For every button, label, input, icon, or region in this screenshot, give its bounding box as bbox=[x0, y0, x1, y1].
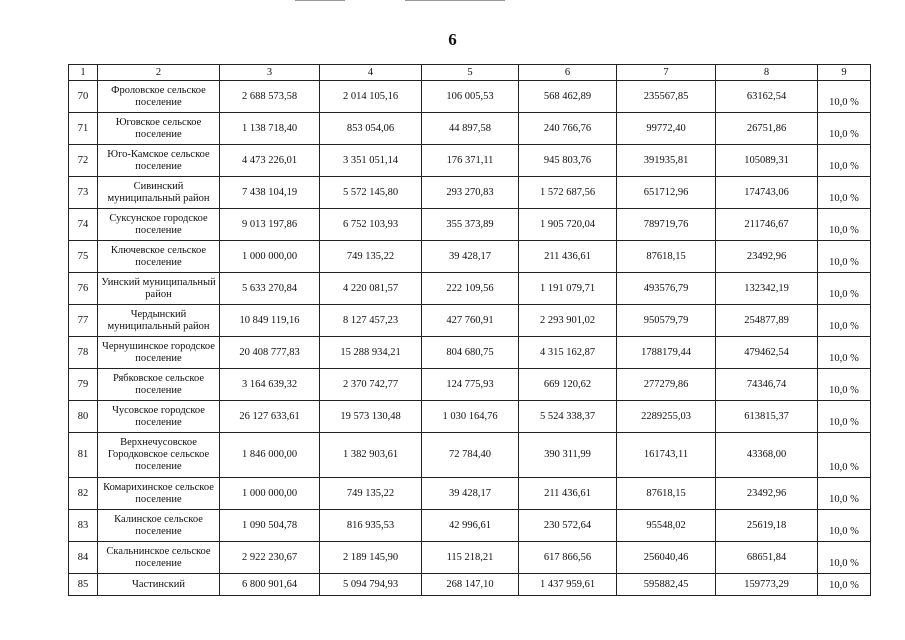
percent-col-9: 10,0 % bbox=[818, 478, 871, 510]
value-col-4: 4 220 081,57 bbox=[320, 273, 422, 305]
value-col-7: 789719,76 bbox=[617, 209, 716, 241]
value-col-3: 1 846 000,00 bbox=[220, 433, 320, 478]
table-row bbox=[69, 305, 871, 337]
municipality-name: Верхнечусовское Городковское сельское поселение bbox=[98, 433, 220, 478]
row-number: 76 bbox=[69, 273, 98, 305]
value-col-4: 1 382 903,61 bbox=[320, 433, 422, 478]
value-col-8: 26751,86 bbox=[716, 113, 818, 145]
value-col-4: 3 351 051,14 bbox=[320, 145, 422, 177]
value-col-5: 268 147,10 bbox=[422, 574, 519, 596]
row-number: 72 bbox=[69, 145, 98, 177]
value-col-3: 4 473 226,01 bbox=[220, 145, 320, 177]
value-col-4: 749 135,22 bbox=[320, 478, 422, 510]
value-col-8: 174743,06 bbox=[716, 177, 818, 209]
value-col-4: 5 094 794,93 bbox=[320, 574, 422, 596]
value-col-7: 2289255,03 bbox=[617, 401, 716, 433]
value-col-6: 1 905 720,04 bbox=[519, 209, 617, 241]
municipality-name: Уинский муниципальный район bbox=[98, 273, 220, 305]
table-row bbox=[69, 145, 871, 177]
percent-col-9: 10,0 % bbox=[818, 401, 871, 433]
percent-col-9: 10,0 % bbox=[818, 337, 871, 369]
value-col-5: 115 218,21 bbox=[422, 542, 519, 574]
value-col-3: 7 438 104,19 bbox=[220, 177, 320, 209]
value-col-7: 391935,81 bbox=[617, 145, 716, 177]
value-col-4: 2 370 742,77 bbox=[320, 369, 422, 401]
value-col-3: 10 849 119,16 bbox=[220, 305, 320, 337]
row-number: 82 bbox=[69, 478, 98, 510]
row-number: 73 bbox=[69, 177, 98, 209]
value-col-5: 293 270,83 bbox=[422, 177, 519, 209]
value-col-8: 105089,31 bbox=[716, 145, 818, 177]
value-col-5: 39 428,17 bbox=[422, 478, 519, 510]
percent-col-9: 10,0 % bbox=[818, 305, 871, 337]
value-col-5: 176 371,11 bbox=[422, 145, 519, 177]
percent-col-9: 10,0 % bbox=[818, 241, 871, 273]
row-number: 75 bbox=[69, 241, 98, 273]
table-row bbox=[69, 209, 871, 241]
value-col-3: 1 000 000,00 bbox=[220, 241, 320, 273]
value-col-5: 39 428,17 bbox=[422, 241, 519, 273]
value-col-5: 106 005,53 bbox=[422, 81, 519, 113]
municipality-name: Рябковское сельское поселение bbox=[98, 369, 220, 401]
value-col-4: 5 572 145,80 bbox=[320, 177, 422, 209]
row-number: 70 bbox=[69, 81, 98, 113]
column-header: 8 bbox=[716, 65, 818, 81]
value-col-4: 15 288 934,21 bbox=[320, 337, 422, 369]
value-col-7: 493576,79 bbox=[617, 273, 716, 305]
table-body bbox=[69, 65, 871, 596]
column-header: 4 bbox=[320, 65, 422, 81]
value-col-6: 1 191 079,71 bbox=[519, 273, 617, 305]
value-col-3: 5 633 270,84 bbox=[220, 273, 320, 305]
value-col-8: 25619,18 bbox=[716, 510, 818, 542]
value-col-5: 1 030 164,76 bbox=[422, 401, 519, 433]
value-col-3: 2 688 573,58 bbox=[220, 81, 320, 113]
municipality-name: Частинский bbox=[98, 574, 220, 596]
value-col-7: 950579,79 bbox=[617, 305, 716, 337]
row-number: 78 bbox=[69, 337, 98, 369]
percent-col-9: 10,0 % bbox=[818, 81, 871, 113]
table-row bbox=[69, 542, 871, 574]
value-col-3: 3 164 639,32 bbox=[220, 369, 320, 401]
municipality-name: Чусовское городское поселение bbox=[98, 401, 220, 433]
row-number: 81 bbox=[69, 433, 98, 478]
value-col-3: 1 138 718,40 bbox=[220, 113, 320, 145]
value-col-8: 43368,00 bbox=[716, 433, 818, 478]
value-col-4: 19 573 130,48 bbox=[320, 401, 422, 433]
value-col-4: 6 752 103,93 bbox=[320, 209, 422, 241]
value-col-4: 749 135,22 bbox=[320, 241, 422, 273]
value-col-6: 568 462,89 bbox=[519, 81, 617, 113]
value-col-5: 42 996,61 bbox=[422, 510, 519, 542]
percent-col-9: 10,0 % bbox=[818, 510, 871, 542]
municipality-name: Скальнинское сельское поселение bbox=[98, 542, 220, 574]
value-col-4: 2 189 145,90 bbox=[320, 542, 422, 574]
row-number: 85 bbox=[69, 574, 98, 596]
value-col-7: 256040,46 bbox=[617, 542, 716, 574]
value-col-7: 277279,86 bbox=[617, 369, 716, 401]
value-col-7: 235567,85 bbox=[617, 81, 716, 113]
row-number: 79 bbox=[69, 369, 98, 401]
value-col-6: 240 766,76 bbox=[519, 113, 617, 145]
table-row bbox=[69, 369, 871, 401]
value-col-5: 804 680,75 bbox=[422, 337, 519, 369]
budget-table bbox=[68, 64, 871, 596]
value-col-4: 8 127 457,23 bbox=[320, 305, 422, 337]
table-row bbox=[69, 273, 871, 305]
value-col-8: 211746,67 bbox=[716, 209, 818, 241]
column-header: 5 bbox=[422, 65, 519, 81]
value-col-5: 124 775,93 bbox=[422, 369, 519, 401]
row-number: 74 bbox=[69, 209, 98, 241]
value-col-8: 23492,96 bbox=[716, 478, 818, 510]
percent-col-9: 10,0 % bbox=[818, 177, 871, 209]
row-number: 84 bbox=[69, 542, 98, 574]
column-header: 9 bbox=[818, 65, 871, 81]
column-header: 1 bbox=[69, 65, 98, 81]
value-col-7: 87618,15 bbox=[617, 478, 716, 510]
column-header: 2 bbox=[98, 65, 220, 81]
value-col-7: 161743,11 bbox=[617, 433, 716, 478]
value-col-6: 945 803,76 bbox=[519, 145, 617, 177]
value-col-8: 479462,54 bbox=[716, 337, 818, 369]
page-number: 6 bbox=[448, 30, 457, 49]
value-col-7: 95548,02 bbox=[617, 510, 716, 542]
value-col-3: 1 000 000,00 bbox=[220, 478, 320, 510]
value-col-6: 4 315 162,87 bbox=[519, 337, 617, 369]
value-col-7: 87618,15 bbox=[617, 241, 716, 273]
value-col-6: 211 436,61 bbox=[519, 478, 617, 510]
percent-col-9: 10,0 % bbox=[818, 209, 871, 241]
municipality-name: Калинское сельское поселение bbox=[98, 510, 220, 542]
value-col-3: 6 800 901,64 bbox=[220, 574, 320, 596]
value-col-5: 427 760,91 bbox=[422, 305, 519, 337]
municipality-name: Юго-Камское сельское поселение bbox=[98, 145, 220, 177]
scan-edge-mark bbox=[405, 0, 505, 1]
value-col-7: 595882,45 bbox=[617, 574, 716, 596]
table-row bbox=[69, 113, 871, 145]
percent-col-9: 10,0 % bbox=[818, 145, 871, 177]
table-row bbox=[69, 177, 871, 209]
value-col-7: 651712,96 bbox=[617, 177, 716, 209]
value-col-8: 613815,37 bbox=[716, 401, 818, 433]
value-col-3: 26 127 633,61 bbox=[220, 401, 320, 433]
value-col-6: 2 293 901,02 bbox=[519, 305, 617, 337]
value-col-6: 1 437 959,61 bbox=[519, 574, 617, 596]
value-col-7: 99772,40 bbox=[617, 113, 716, 145]
table-row bbox=[69, 433, 871, 478]
value-col-8: 159773,29 bbox=[716, 574, 818, 596]
percent-col-9: 10,0 % bbox=[818, 542, 871, 574]
percent-col-9: 10,0 % bbox=[818, 369, 871, 401]
value-col-4: 853 054,06 bbox=[320, 113, 422, 145]
column-header: 3 bbox=[220, 65, 320, 81]
column-header: 7 bbox=[617, 65, 716, 81]
value-col-3: 2 922 230,67 bbox=[220, 542, 320, 574]
table-header-row bbox=[69, 65, 871, 81]
municipality-name: Сивинский муниципальный район bbox=[98, 177, 220, 209]
value-col-5: 44 897,58 bbox=[422, 113, 519, 145]
value-col-6: 1 572 687,56 bbox=[519, 177, 617, 209]
value-col-8: 74346,74 bbox=[716, 369, 818, 401]
row-number: 77 bbox=[69, 305, 98, 337]
value-col-4: 2 014 105,16 bbox=[320, 81, 422, 113]
value-col-7: 1788179,44 bbox=[617, 337, 716, 369]
table-row bbox=[69, 81, 871, 113]
percent-col-9: 10,0 % bbox=[818, 433, 871, 478]
municipality-name: Юговское сельское поселение bbox=[98, 113, 220, 145]
column-header: 6 bbox=[519, 65, 617, 81]
table-row bbox=[69, 574, 871, 596]
row-number: 80 bbox=[69, 401, 98, 433]
value-col-3: 1 090 504,78 bbox=[220, 510, 320, 542]
table-row bbox=[69, 478, 871, 510]
municipality-name: Суксунское городское поселение bbox=[98, 209, 220, 241]
value-col-6: 5 524 338,37 bbox=[519, 401, 617, 433]
municipality-name: Фроловское сельское поселение bbox=[98, 81, 220, 113]
scan-edge-mark bbox=[295, 0, 345, 1]
value-col-6: 617 866,56 bbox=[519, 542, 617, 574]
row-number: 83 bbox=[69, 510, 98, 542]
percent-col-9: 10,0 % bbox=[818, 113, 871, 145]
table-row bbox=[69, 510, 871, 542]
value-col-3: 20 408 777,83 bbox=[220, 337, 320, 369]
table-row bbox=[69, 401, 871, 433]
municipality-name: Чердынский муниципальный район bbox=[98, 305, 220, 337]
percent-col-9: 10,0 % bbox=[818, 273, 871, 305]
value-col-6: 390 311,99 bbox=[519, 433, 617, 478]
value-col-4: 816 935,53 bbox=[320, 510, 422, 542]
value-col-8: 68651,84 bbox=[716, 542, 818, 574]
value-col-8: 132342,19 bbox=[716, 273, 818, 305]
value-col-8: 23492,96 bbox=[716, 241, 818, 273]
value-col-8: 254877,89 bbox=[716, 305, 818, 337]
value-col-6: 669 120,62 bbox=[519, 369, 617, 401]
percent-col-9: 10,0 % bbox=[818, 574, 871, 596]
municipality-name: Комарихинское сельское поселение bbox=[98, 478, 220, 510]
municipality-name: Ключевское сельское поселение bbox=[98, 241, 220, 273]
value-col-5: 72 784,40 bbox=[422, 433, 519, 478]
row-number: 71 bbox=[69, 113, 98, 145]
value-col-5: 355 373,89 bbox=[422, 209, 519, 241]
value-col-5: 222 109,56 bbox=[422, 273, 519, 305]
municipality-name: Чернушинское городское поселение bbox=[98, 337, 220, 369]
value-col-6: 211 436,61 bbox=[519, 241, 617, 273]
value-col-6: 230 572,64 bbox=[519, 510, 617, 542]
table-row bbox=[69, 241, 871, 273]
table-row bbox=[69, 337, 871, 369]
value-col-8: 63162,54 bbox=[716, 81, 818, 113]
value-col-3: 9 013 197,86 bbox=[220, 209, 320, 241]
